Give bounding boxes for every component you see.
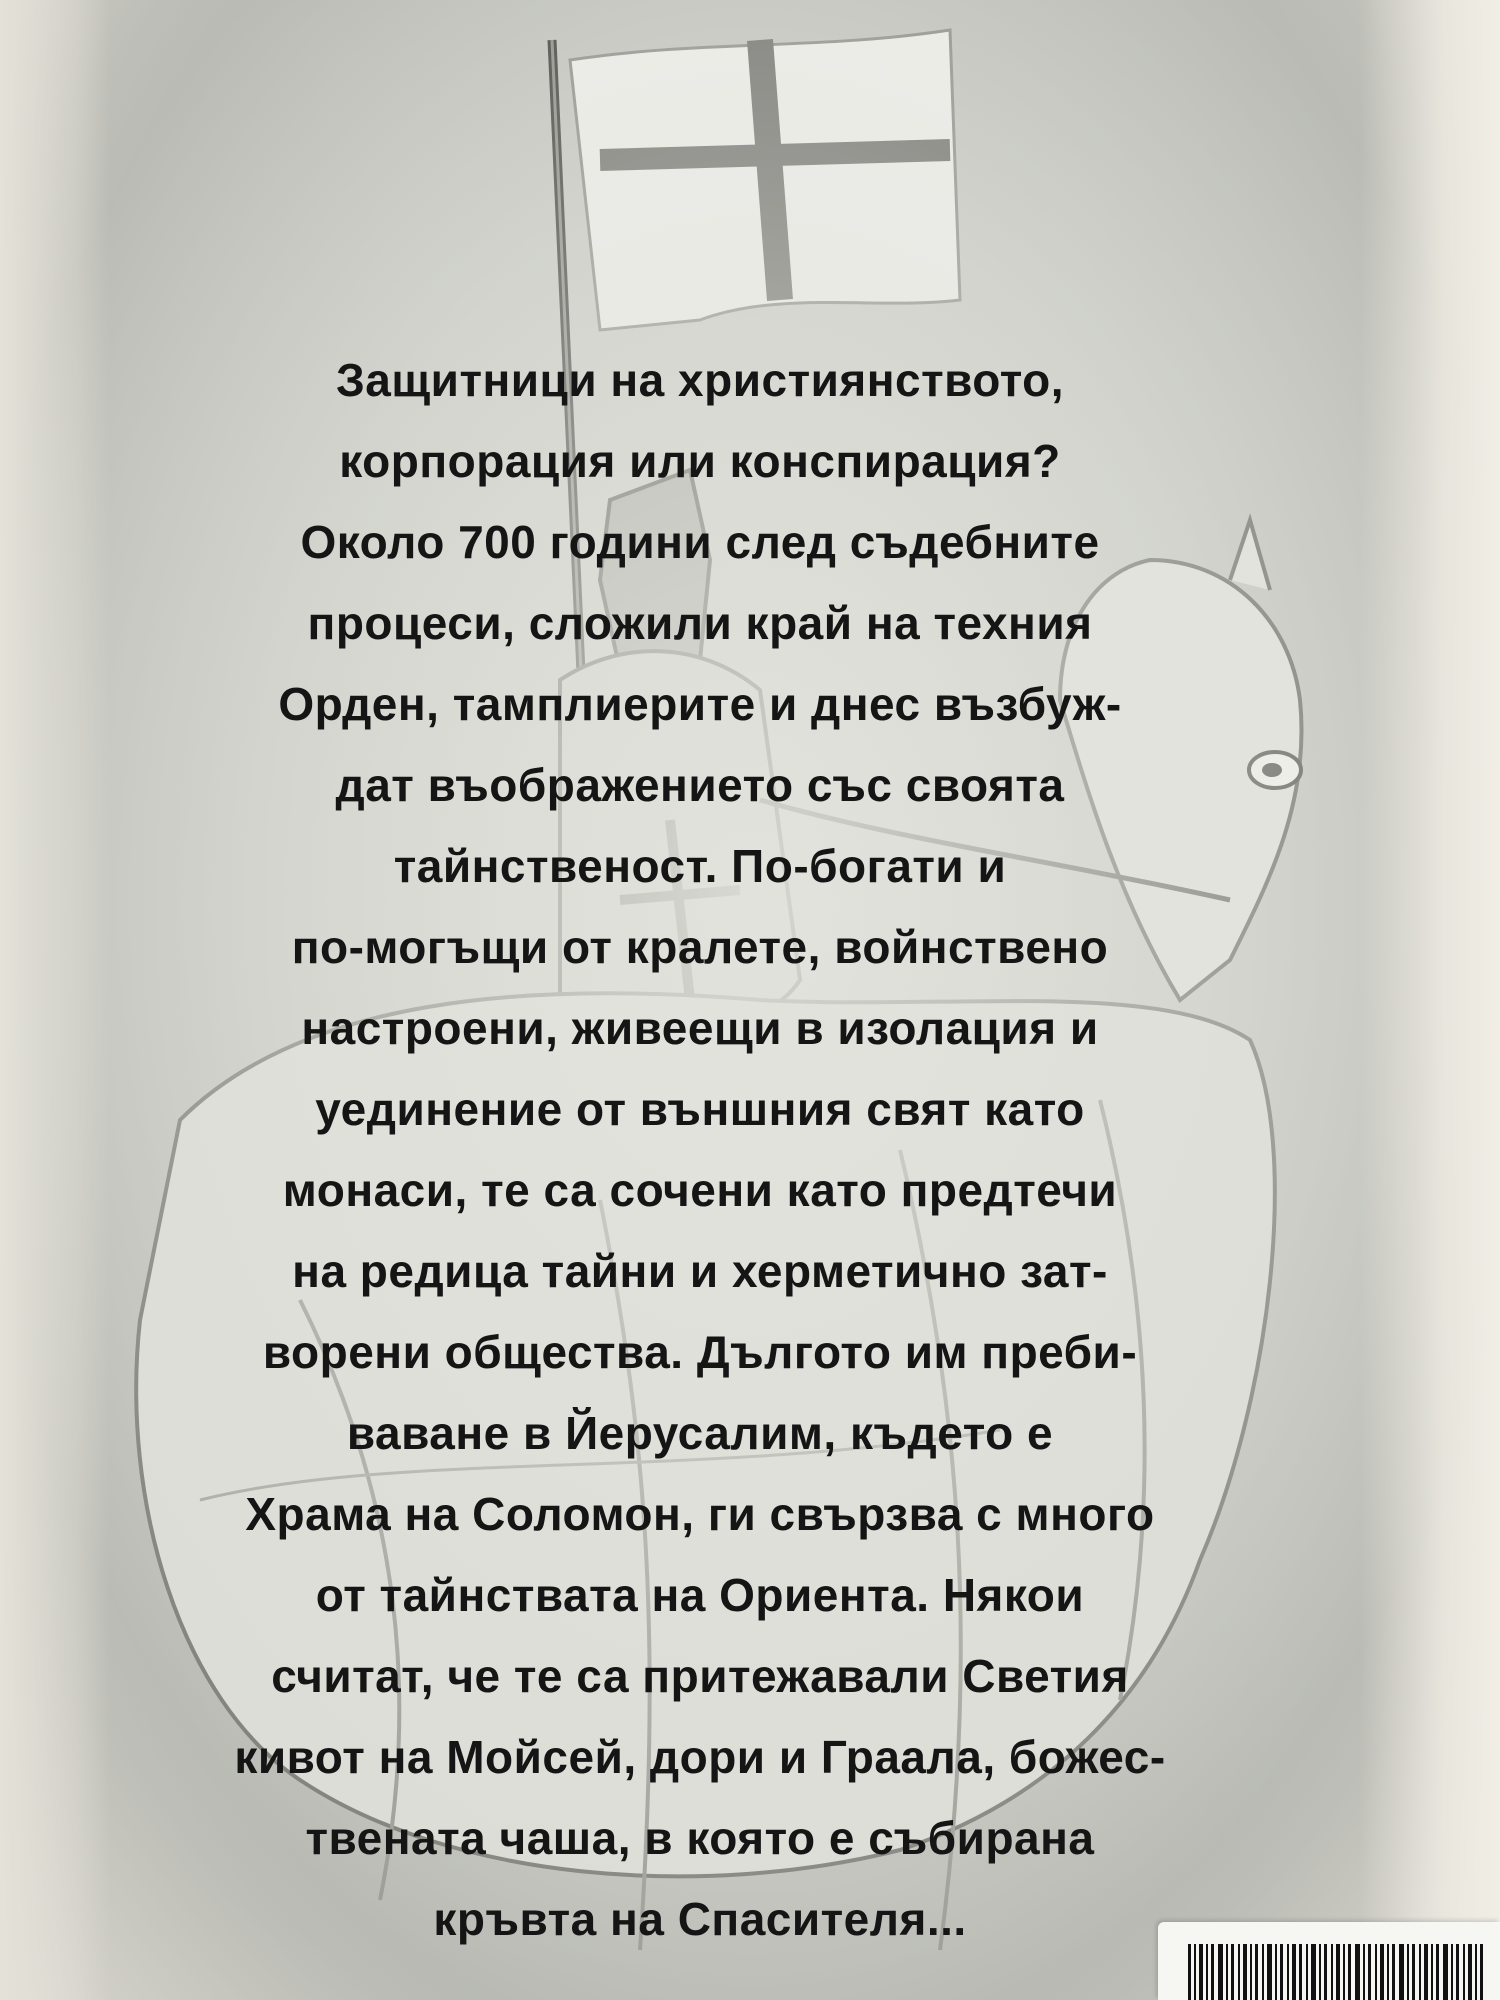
back-cover-blurb	[140, 340, 1260, 1945]
blurb-line: Около 700 години след съдебните	[300, 516, 1100, 568]
blurb-line: кивот на Мойсей, дори и Граала, божес-	[234, 1731, 1166, 1783]
blurb-line: от тайнствата на Ориента. Някои	[315, 1569, 1085, 1621]
blurb-line: тайнственост. По-богати и	[393, 840, 1007, 892]
blurb-line: корпорация или конспирация?	[339, 435, 1061, 487]
blurb-line: твената чаша, в която е събирана	[305, 1812, 1095, 1864]
blurb-line: по-могъщи от кралете, войнствено	[291, 921, 1109, 973]
barcode-sticker	[1158, 1922, 1500, 2000]
blurb-line: на редица тайни и херметично зат-	[292, 1245, 1108, 1297]
paper-edge-right	[1360, 0, 1500, 2000]
blurb-line: ваване в Йерусалим, където е	[346, 1407, 1054, 1459]
blurb-line: ворени общества. Дългото им преби-	[262, 1326, 1138, 1378]
blurb-line: настроени, живеещи в изолация и	[301, 1002, 1099, 1054]
blurb-line: процеси, сложили край на техния	[307, 597, 1093, 649]
blurb-line: Орден, тамплиерите и днес възбуж-	[278, 678, 1122, 730]
blurb-line: считат, че те са притежавали Светия	[271, 1650, 1129, 1702]
blurb-line: уединение от външния свят като	[315, 1083, 1085, 1135]
blurb-line: дат въображението със своята	[335, 759, 1065, 811]
barcode-icon	[1158, 1922, 1500, 2000]
blurb-line: Храма на Соломон, ги свързва с много	[245, 1488, 1155, 1540]
blurb-line: Защитници на християнството,	[335, 354, 1065, 406]
blurb-line: монаси, те са сочени като предтечи	[282, 1164, 1118, 1216]
blurb-line: кръвта на Спасителя...	[433, 1893, 967, 1945]
